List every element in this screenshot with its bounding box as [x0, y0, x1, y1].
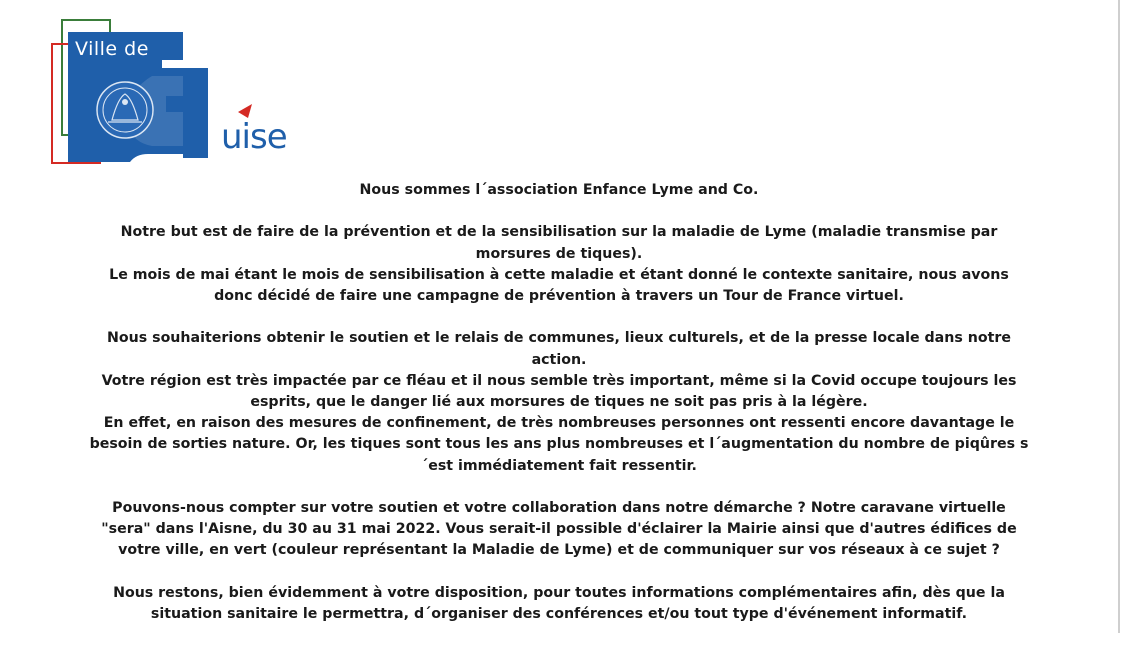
support-line: En effet, en raison des mesures de confinement, de très nombreuses personnes ont ressenti encore davantage le besoin de sorties nature. Or, les tiques sont tous les ans plus nombreuses et l´augmentation du nombre de piqûres s´est immédiatement fait ressentir. — [89, 415, 1029, 474]
support-line: Votre région est très impactée par ce fléau et il nous semble très important, même si la Covid occupe toujours les esprits, que le danger lié aux morsures de tiques ne soit pas pris à la légère. — [101, 372, 1017, 410]
request-paragraph — [0, 498, 1118, 562]
goal-line: Le mois de mai étant le mois de sensibilisation à cette maladie et étant donné le contexte sanitaire, nous avons donc décidé de faire une campagne de prévention à travers un Tour de France virtuel. — [109, 266, 1009, 304]
letter-body — [0, 180, 1118, 646]
ville-de-guise-logo — [48, 16, 293, 171]
logo-red-accent — [238, 104, 252, 118]
support-line: Nous souhaiterions obtenir le soutien et le relais de communes, lieux culturels, et de la presse locale dans notre action. — [107, 330, 1011, 368]
goal-paragraph — [0, 222, 1118, 307]
goal-line: Notre but est de faire de la prévention et de la sensibilisation sur la maladie de Lyme (maladie transmise par morsures de tiques). — [120, 224, 998, 262]
request-text: Pouvons-nous compter sur votre soutien et votre collaboration dans notre démarche ? Notre caravane virtuelle "sera" dans l'Aisne, du 30 au 31 mai 2022. Vous serait-il possible d'éclairer la Mairie ainsi que d'autres édifices de votre ville, en vert (couleur représentant la Maladie de Lyme) et de communiquer sur vos réseaux à ce sujet ? — [101, 500, 1017, 559]
logo-name-tail: uise — [221, 117, 287, 157]
logo-title: Ville de — [75, 38, 149, 60]
page-edge — [1118, 0, 1120, 633]
support-paragraph — [0, 328, 1118, 476]
closing-paragraph — [0, 583, 1118, 625]
intro-paragraph — [0, 180, 1118, 201]
closing-text: Nous restons, bien évidemment à votre disposition, pour toutes informations complémentaires afin, dès que la situation sanitaire le permettra, d´organiser des conférences et/ou tout type d'événement informatif. — [113, 584, 1005, 622]
intro-text: Nous sommes l´association Enfance Lyme and Co. — [359, 182, 759, 198]
logo-seal-icon — [97, 82, 153, 138]
